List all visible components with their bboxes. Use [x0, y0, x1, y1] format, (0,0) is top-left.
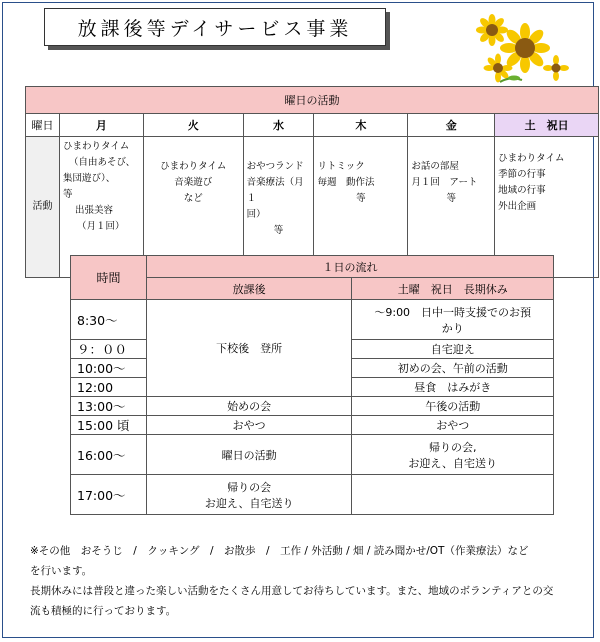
holiday-1600: 帰りの会, お迎え、自宅送り	[352, 435, 554, 475]
after-school-header: 放課後	[146, 278, 352, 300]
activity-wed: おやつランド 音楽療法（月１ 回） 等	[243, 137, 314, 278]
holiday-0900: 自宅迎え	[352, 340, 554, 359]
day-thu: 木	[314, 114, 408, 137]
after-school-1700: 帰りの会 お迎え、自宅送り	[146, 475, 352, 515]
activity-sat-holiday: ひまわりタイム 季節の行事 地域の行事 外出企画	[495, 137, 599, 278]
activity-tue: ひまわりタイム 音楽遊び など	[143, 137, 243, 278]
holiday-1500: おやつ	[352, 416, 554, 435]
weekly-activity-table	[25, 86, 599, 278]
note-line: を行います。	[30, 565, 93, 577]
time-0900: ９：００	[71, 340, 147, 359]
note-line: 流も積極的に行っております。	[30, 605, 177, 617]
day-sat-holiday: 土 祝日	[495, 114, 599, 137]
page-title: 放課後等デイサービス事業	[44, 8, 386, 46]
holiday-header: 土曜 祝日 長期休み	[352, 278, 554, 300]
time-1500: 15:00 頃	[71, 416, 147, 435]
time-1600: 16:00～	[71, 435, 147, 475]
activity-mon: ひまわりタイム （自由あそび、 集団遊び）、 等 出張美容 （月１回）	[59, 137, 143, 278]
time-header: 時間	[71, 256, 147, 300]
holiday-1000: 初めの会、午前の活動	[352, 359, 554, 378]
flow-header: １日の流れ	[146, 256, 553, 278]
after-school-1300: 始めの会	[146, 397, 352, 416]
holiday-1300: 午後の活動	[352, 397, 554, 416]
day-fri: 金	[408, 114, 495, 137]
notes	[30, 541, 582, 621]
holiday-1700	[352, 475, 554, 515]
holiday-0830: ～9:00 日中一時支援でのお預 かり	[352, 300, 554, 340]
activity-thu: リトミック 毎週 動作法 等	[314, 137, 408, 278]
time-1200: 12:00	[71, 378, 147, 397]
sunflower-icon	[470, 10, 570, 88]
activity-fri: お話の部屋 月１回 アート 等	[408, 137, 495, 278]
time-0830: 8:30～	[71, 300, 147, 340]
weekly-header: 曜日の活動	[26, 87, 599, 114]
note-line: 長期休みには普段と違った楽しい活動をたくさん用意してお待ちしています。また、地域のボランティアとの交	[30, 585, 554, 597]
time-1300: 13:00～	[71, 397, 147, 416]
after-school-1500: おやつ	[146, 416, 352, 435]
after-school-arrival: 下校後 登所	[146, 300, 352, 397]
day-mon: 月	[59, 114, 143, 137]
activity-label: 活動	[26, 137, 60, 278]
after-school-1600: 曜日の活動	[146, 435, 352, 475]
time-1700: 17:00～	[71, 475, 147, 515]
daily-schedule-table	[70, 255, 554, 515]
note-line: ※その他 おそうじ / クッキング / お散歩 / 工作 / 外活動 / 畑 / 読み聞かせ/OT（作業療法）など	[30, 545, 529, 557]
holiday-1200: 昼食 はみがき	[352, 378, 554, 397]
day-wed: 水	[243, 114, 314, 137]
weekday-label: 曜日	[26, 114, 60, 137]
time-1000: 10:00～	[71, 359, 147, 378]
day-tue: 火	[143, 114, 243, 137]
